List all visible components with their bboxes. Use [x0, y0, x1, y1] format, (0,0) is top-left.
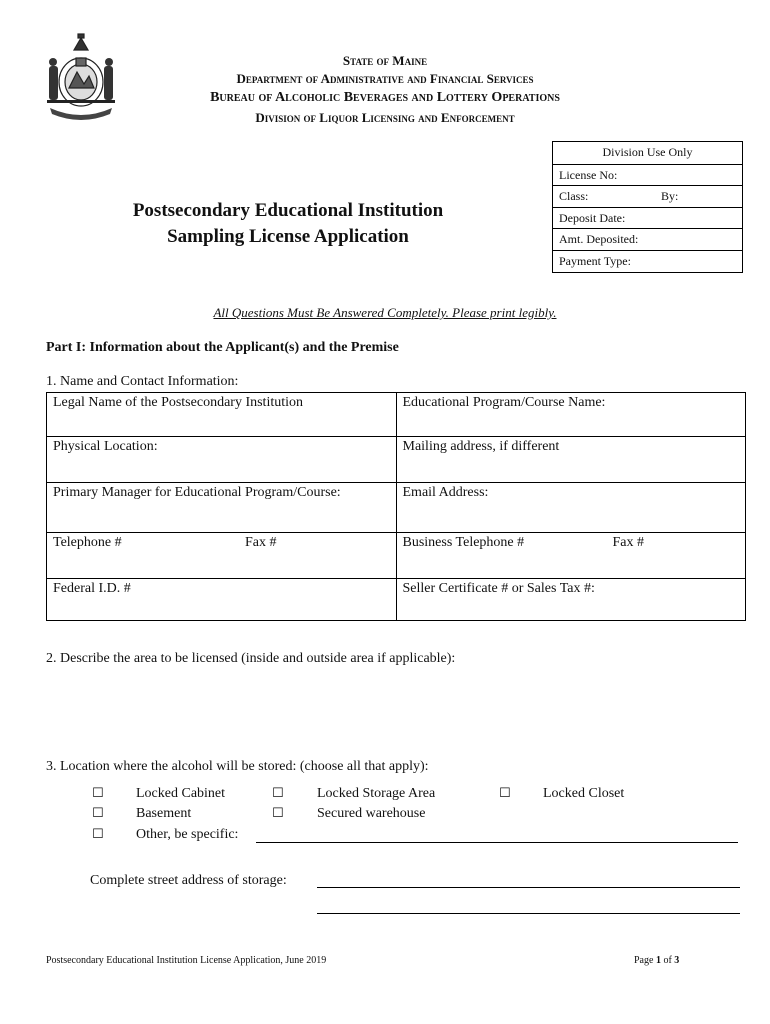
secured-warehouse-checkbox[interactable]: ☐	[272, 806, 284, 821]
business-telephone-field[interactable]	[396, 533, 746, 579]
locked-cabinet-checkbox[interactable]: ☐	[92, 786, 104, 801]
form-title-line1: Postsecondary Educational Institution	[132, 200, 444, 221]
form-title	[90, 198, 486, 250]
page-total: 3	[674, 955, 680, 966]
seller-certificate-field[interactable]: Seller Certificate # or Sales Tax #:	[396, 579, 746, 621]
locked-closet-label: Locked Closet	[543, 786, 625, 801]
q3-label: 3. Location where the alcohol will be stored: (choose all that apply):	[46, 759, 429, 774]
footer-form-name: Postsecondary Educational Institution License Application, June 2019	[46, 955, 327, 966]
locked-storage-area-checkbox[interactable]: ☐	[272, 786, 284, 801]
secured-warehouse-label: Secured warehouse	[317, 806, 426, 821]
locked-storage-area-label: Locked Storage Area	[317, 786, 436, 801]
page-of: of	[663, 955, 672, 966]
fax-label: Fax #	[245, 535, 277, 550]
telephone-label: Telephone #	[53, 535, 122, 550]
table-row	[47, 483, 746, 533]
table-row	[47, 437, 746, 483]
instructions: All Questions Must Be Answered Completely. Please print legibly.	[213, 305, 557, 320]
amt-deposited-field: Amt. Deposited:	[553, 228, 742, 250]
basement-checkbox[interactable]: ☐	[92, 806, 104, 821]
table-row	[47, 533, 746, 579]
header-state: State of Maine	[342, 53, 428, 68]
payment-type-field: Payment Type:	[553, 250, 742, 272]
other-specify-line[interactable]	[256, 842, 738, 843]
q1-label: 1. Name and Contact Information:	[46, 374, 239, 389]
other-checkbox[interactable]: ☐	[92, 827, 104, 842]
table-row	[47, 579, 746, 621]
locked-closet-checkbox[interactable]: ☐	[499, 786, 511, 801]
division-box-heading: Division Use Only	[602, 145, 693, 159]
table-row	[47, 393, 746, 437]
header-department: Department of Administrative and Financial Services	[236, 71, 534, 86]
license-no-field: License No:	[553, 164, 742, 186]
email-address-field[interactable]: Email Address:	[396, 483, 746, 533]
telephone-field[interactable]	[47, 533, 397, 579]
class-field	[553, 185, 742, 207]
form-title-line2: Sampling License Application	[167, 226, 409, 247]
primary-manager-field[interactable]: Primary Manager for Educational Program/Course:	[47, 483, 397, 533]
other-label: Other, be specific:	[136, 827, 239, 842]
business-telephone-label: Business Telephone #	[402, 535, 525, 550]
page-current: 1	[655, 955, 661, 966]
program-course-name-field[interactable]: Educational Program/Course Name:	[396, 393, 746, 437]
business-fax-label: Fax #	[612, 535, 644, 550]
by-label: By:	[661, 189, 679, 204]
division-use-only-box	[552, 141, 743, 273]
contact-info-table	[46, 392, 746, 621]
street-address-line-2[interactable]	[317, 913, 740, 914]
street-address-label: Complete street address of storage:	[90, 873, 287, 888]
page-label: Page	[634, 955, 654, 966]
class-label: Class:	[559, 189, 589, 204]
locked-cabinet-label: Locked Cabinet	[136, 786, 226, 801]
basement-label: Basement	[136, 806, 192, 821]
header-division: Division of Liquor Licensing and Enforcement	[255, 110, 515, 125]
q2-label: 2. Describe the area to be licensed (inside and outside area if applicable):	[46, 651, 456, 666]
deposit-date-field: Deposit Date:	[553, 207, 742, 229]
page-indicator	[634, 955, 679, 966]
part1-heading: Part I: Information about the Applicant(s) and the Premise	[46, 340, 399, 355]
physical-location-field[interactable]: Physical Location:	[47, 437, 397, 483]
header-bureau: Bureau of Alcoholic Beverages and Lottery Operations	[210, 90, 560, 105]
street-address-line-1[interactable]	[317, 887, 740, 888]
federal-id-field[interactable]: Federal I.D. #	[47, 579, 397, 621]
legal-name-field[interactable]: Legal Name of the Postsecondary Institution	[47, 393, 397, 437]
mailing-address-field[interactable]: Mailing address, if different	[396, 437, 746, 483]
